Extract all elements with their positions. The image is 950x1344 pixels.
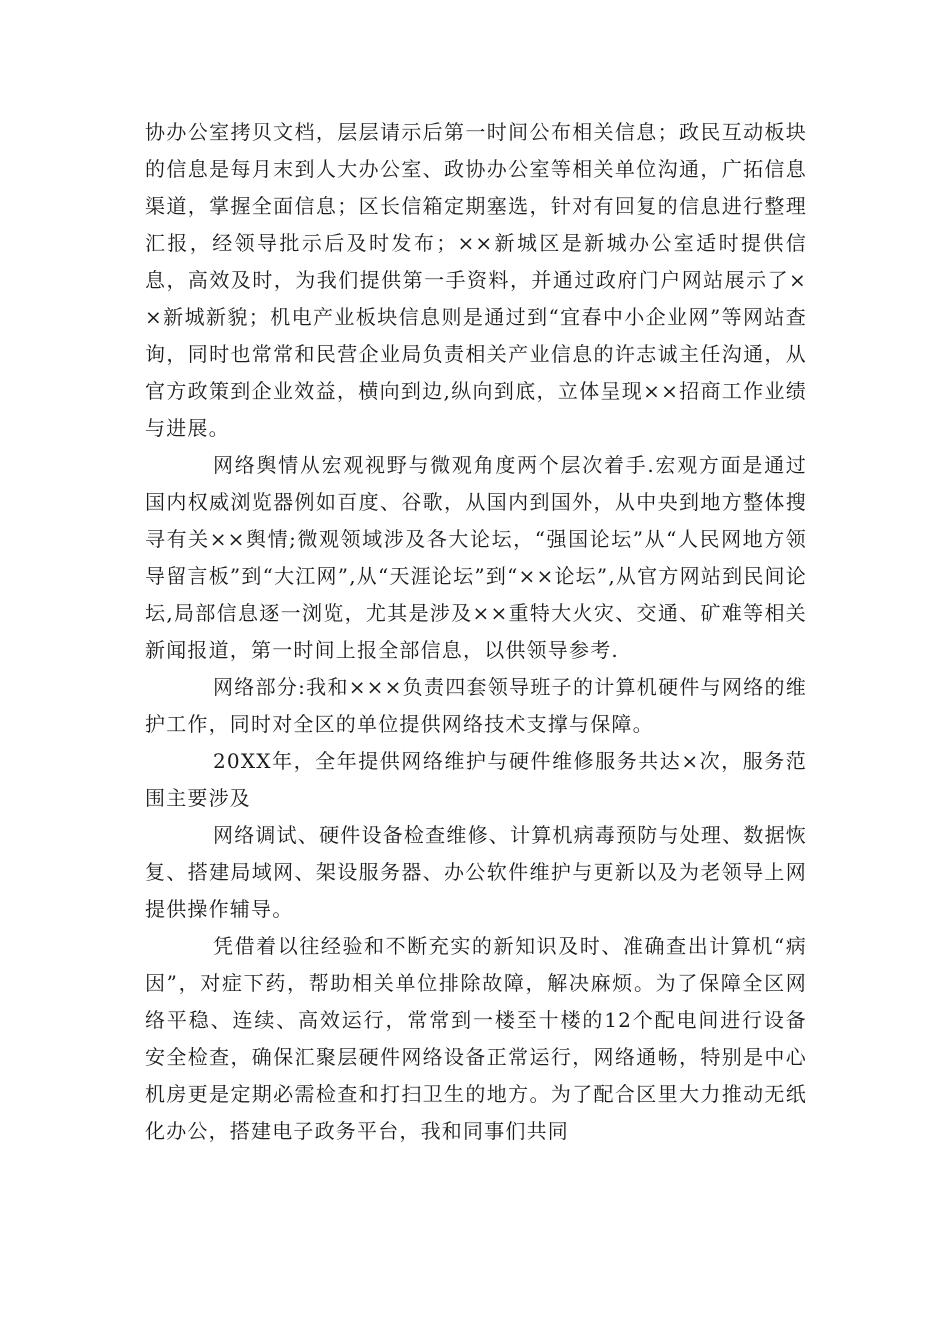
paragraph-4: 20XX年，全年提供网络维护与硬件维修服务共达×次，服务范围主要涉及 bbox=[145, 749, 807, 810]
paragraph-2: 网络舆情从宏观视野与微观角度两个层次着手.宏观方面是通过国内权威浏览器例如百度、谷歌，从国内到国外，从中央到地方整体搜寻有关××舆情;微观领域涉及各大论坛，“强国论坛”从“人民网地方领导留言板”到“大江网”,从“天涯论坛”到“××论坛”,从官方网站到民间论坛,局部信息逐一浏览，尤其是涉及××重特大火灾、交通、矿难等相关新闻报道，第一时间上报全部信息，以供领导参考. bbox=[145, 453, 807, 662]
paragraph-5: 网络调试、硬件设备检查维修、计算机病毒预防与处理、数据恢复、搭建局域网、架设服务器、办公软件维护与更新以及为老领导上网提供操作辅导。 bbox=[145, 823, 807, 921]
document-body bbox=[145, 114, 807, 1150]
paragraph-6: 凭借着以往经验和不断充实的新知识及时、准确查出计算机“病因”，对症下药，帮助相关单位排除故障，解决麻烦。为了保障全区网络平稳、连续、高效运行，常常到一楼至十楼的12个配电间进行设备安全检查，确保汇聚层硬件网络设备正常运行，网络通畅，特别是中心机房更是定期必需检查和打扫卫生的地方。为了配合区里大力推动无纸化办公，搭建电子政务平台，我和同事们共同 bbox=[145, 934, 807, 1143]
paragraph-1: 协办公室拷贝文档，层层请示后第一时间公布相关信息；政民互动板块的信息是每月末到人大办公室、政协办公室等相关单位沟通，广拓信息渠道，掌握全面信息；区长信箱定期塞选，针对有回复的信息进行整理汇报，经领导批示后及时发布；××新城区是新城办公室适时提供信息，高效及时，为我们提供第一手资料，并通过政府门户网站展示了××新城新貌；机电产业板块信息则是通过到“宜春中小企业网”等网站查询，同时也常常和民营企业局负责相关产业信息的许志诚主任沟通，从官方政策到企业效益，横向到边,纵向到底，立体呈现××招商工作业绩与进展。 bbox=[145, 120, 807, 440]
paragraph-3: 网络部分:我和×××负责四套领导班子的计算机硬件与网络的维护工作，同时对全区的单位提供网络技术支撑与保障。 bbox=[145, 675, 807, 736]
